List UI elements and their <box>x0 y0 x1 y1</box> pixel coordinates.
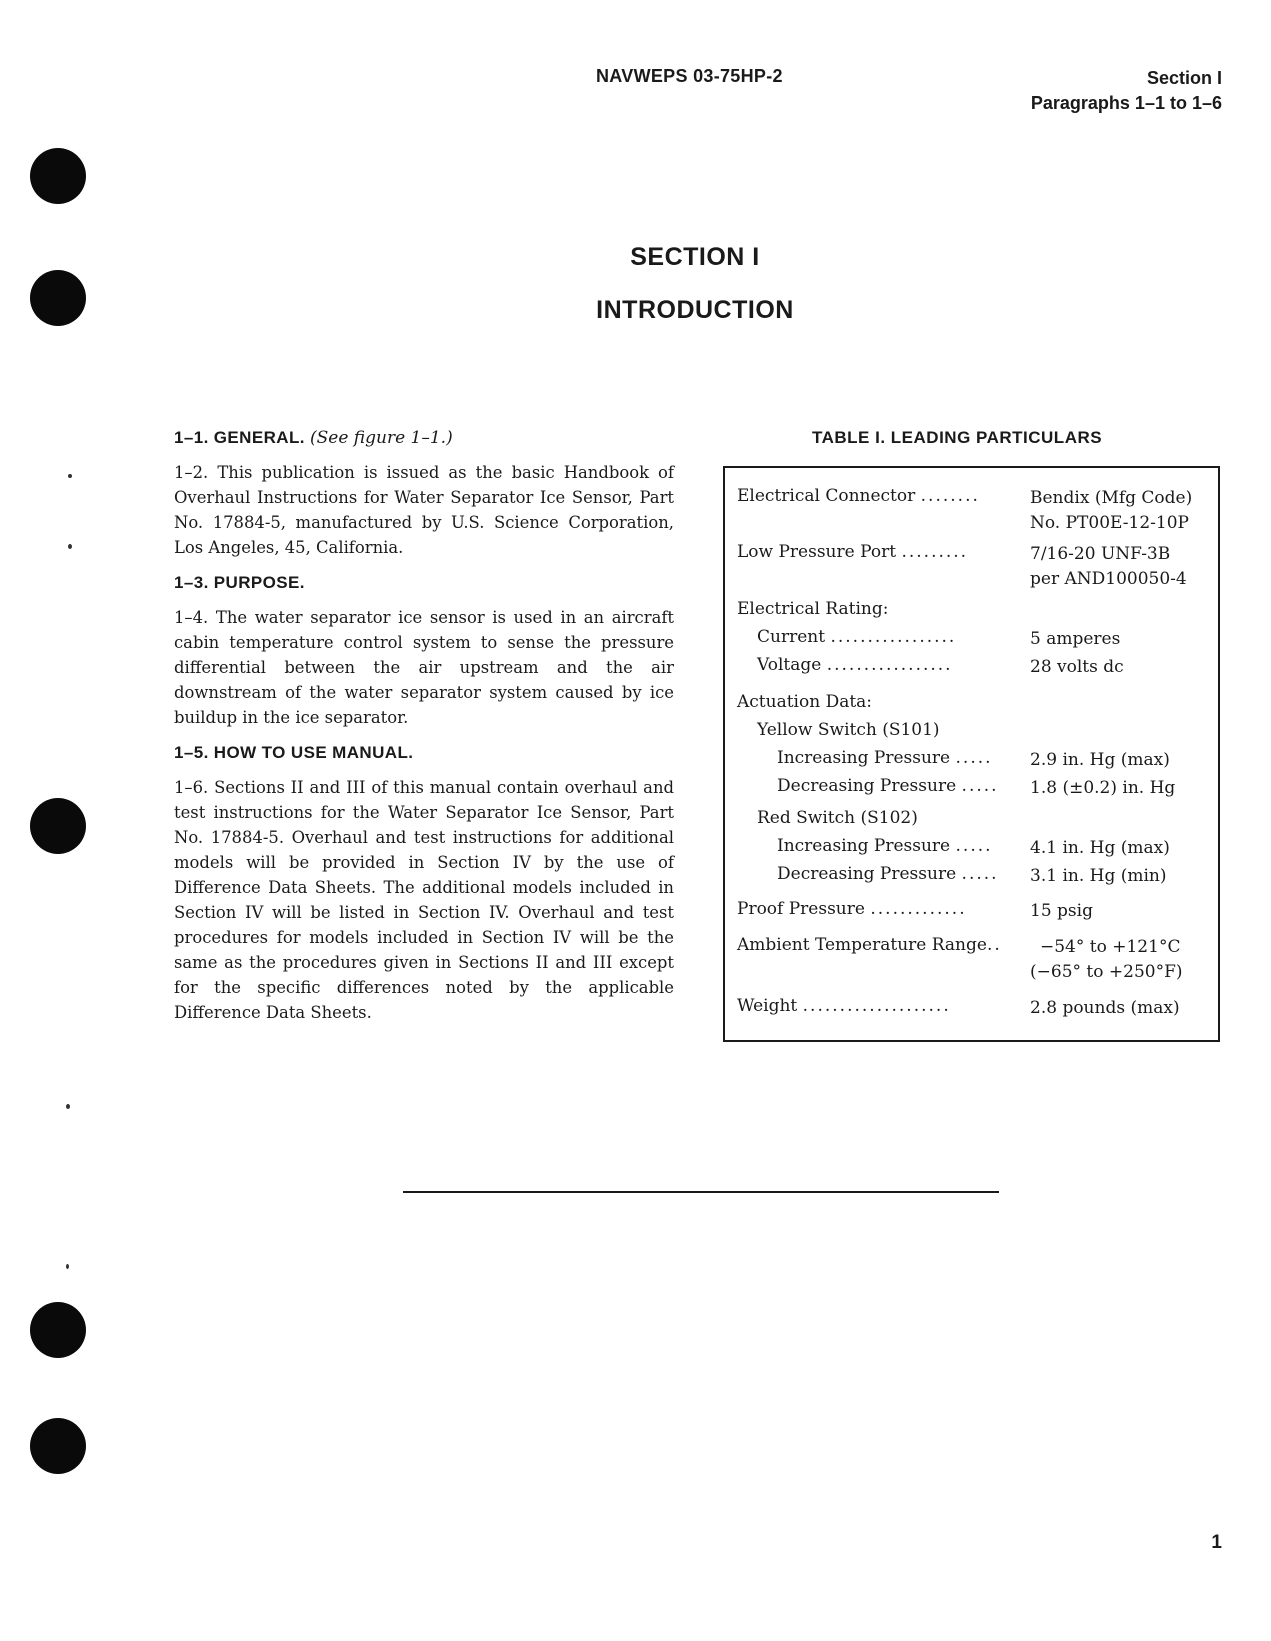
row-label: Electrical Connector ........ <box>737 486 980 506</box>
section-title: SECTION I <box>630 243 760 271</box>
scan-speck <box>68 544 72 549</box>
heading-how-to-use: 1–5. HOW TO USE MANUAL. <box>174 743 414 762</box>
row-label: Voltage ................. <box>757 655 953 675</box>
row-label: Decreasing Pressure ..... <box>777 864 999 884</box>
paragraph-1-6: 1–6. Sections II and III of this manual contain overhaul and test instructions for the Water Separator Ice Sensor, Part No. 17884-5. Overhaul and test instructions for additional models will be provided in Section IV by the use of Difference Data Sheets. The additional models included in Section IV will be listed in Section IV. Overhaul and test procedures for models included in Section IV will be the same as the procedures given in Sections II and III except for the specific differences noted by the applicable Difference Data Sheets. <box>174 778 674 1022</box>
row-label: Yellow Switch (S101) <box>757 720 940 740</box>
document-number: NAVWEPS 03-75HP-2 <box>596 66 783 86</box>
row-label: Decreasing Pressure ..... <box>777 776 999 796</box>
row-value: 2.8 pounds (max) <box>1030 998 1180 1018</box>
row-value: Bendix (Mfg Code) No. PT00E-12-10P <box>1030 488 1193 533</box>
row-label: Proof Pressure ............. <box>737 899 967 919</box>
row-value: 28 volts dc <box>1030 657 1124 677</box>
body-text-column <box>174 428 674 1038</box>
page-number: 1 <box>1211 1532 1222 1553</box>
leading-particulars-table <box>723 466 1220 1042</box>
scan-speck <box>68 474 72 478</box>
row-label: Increasing Pressure ..... <box>777 748 993 768</box>
row-value: −54° to +121°C (−65° to +250°F) <box>1030 937 1183 982</box>
heading-general-text: 1–1. GENERAL. <box>174 428 305 447</box>
scan-speck <box>66 1104 70 1109</box>
paragraph-1-2: 1–2. This publication is issued as the basic Handbook of Overhaul Instructions for Water Separator Ice Sensor, Part No. 17884-5, manufactured by U.S. Science Corporation, Los Angeles, 45, California. <box>174 463 674 557</box>
row-value: 4.1 in. Hg (max) <box>1030 838 1170 858</box>
figure-reference: (See figure 1–1.) <box>309 428 453 448</box>
page-reference <box>1031 66 1222 116</box>
section-reference: Section I <box>1146 68 1222 88</box>
row-value: 15 psig <box>1030 901 1093 921</box>
row-value: 7/16-20 UNF-3B per AND100050-4 <box>1030 544 1187 589</box>
binder-hole <box>30 1302 86 1358</box>
row-label: Ambient Temperature Range.. <box>737 935 1002 955</box>
section-subtitle: INTRODUCTION <box>596 296 794 324</box>
heading-purpose: 1–3. PURPOSE. <box>174 573 305 592</box>
scan-speck <box>66 1264 69 1269</box>
row-value: 1.8 (±0.2) in. Hg <box>1030 778 1176 798</box>
row-label: Red Switch (S102) <box>757 808 918 828</box>
row-value: 3.1 in. Hg (min) <box>1030 866 1167 886</box>
paragraph-reference: Paragraphs 1–1 to 1–6 <box>1030 93 1222 113</box>
binder-hole <box>30 798 86 854</box>
paragraph-1-4: 1–4. The water separator ice sensor is used in an aircraft cabin temperature control system to sense the pressure differential between the air upstream and the air downstream of the water separator system caused by ice buildup in the ice separator. <box>174 608 674 727</box>
row-value: 5 amperes <box>1030 629 1121 649</box>
table-title: TABLE I. LEADING PARTICULARS <box>812 428 1103 447</box>
row-label: Increasing Pressure ..... <box>777 836 993 856</box>
binder-hole <box>30 1418 86 1474</box>
row-label: Weight .................... <box>737 996 951 1016</box>
heading-general <box>174 428 674 448</box>
row-value: 2.9 in. Hg (max) <box>1030 750 1170 770</box>
row-label: Low Pressure Port ......... <box>737 542 969 562</box>
row-label: Electrical Rating: <box>737 599 889 619</box>
row-label: Current ................. <box>757 627 957 647</box>
horizontal-rule <box>403 1191 999 1193</box>
row-label: Actuation Data: <box>737 692 873 712</box>
binder-hole <box>30 148 86 204</box>
